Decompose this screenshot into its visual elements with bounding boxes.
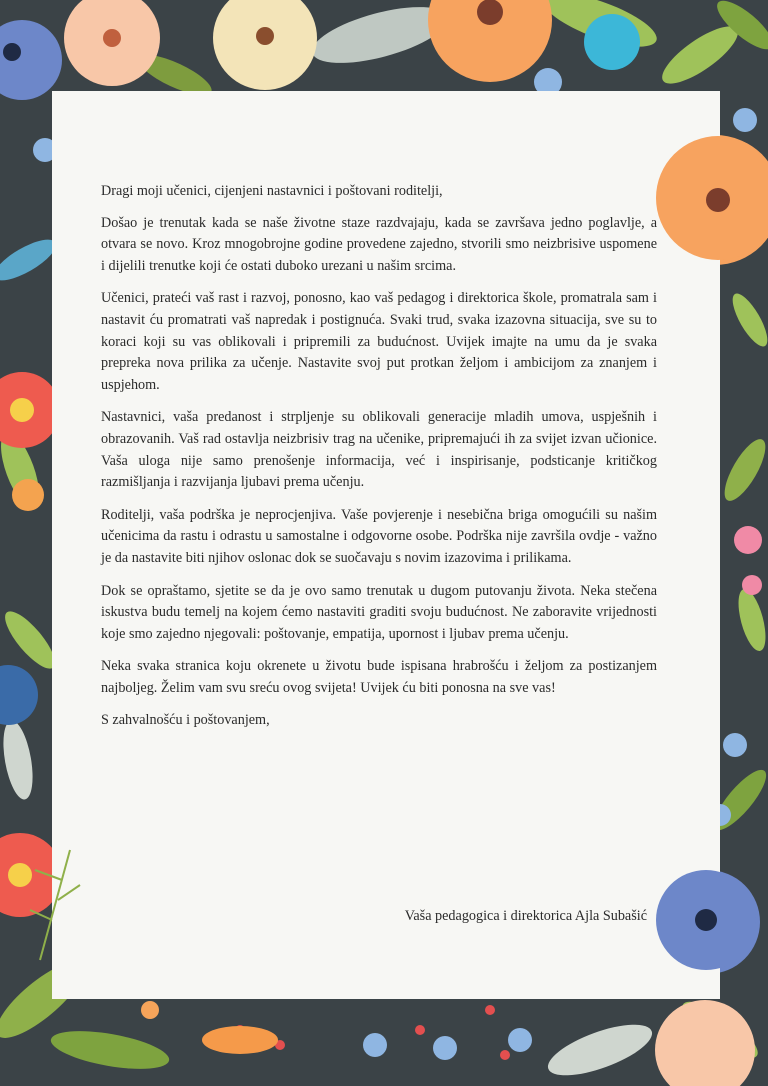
- flower-peach-top-icon: [64, 0, 160, 86]
- flower-teal-topright-icon: [584, 14, 640, 70]
- letter-greeting: Dragi moji učenici, cijenjeni nastavnici i poštovani roditelji,: [101, 183, 443, 199]
- letter-body: [101, 181, 657, 743]
- flower-orange-top-icon: [428, 0, 552, 82]
- flower-blue-overlap-icon: [656, 870, 756, 970]
- flower-red-left-icon: [0, 372, 60, 448]
- flower-cream-top-icon: [213, 0, 317, 90]
- letter-paragraph: Dok se opraštamo, sjetite se da je ovo samo trenutak u dugom putovanju života. Neka stečena iskustva budu temelj na kojem ćemo nastaviti graditi svoju budućnost. Ne zaboravite vrijednosti koje smo zajedno njegovali: poštovanje, empatija, upornost i ljubav prema učenju.: [101, 582, 657, 642]
- flower-orange-left-icon: [12, 479, 44, 511]
- bird-bottom-icon: [202, 1026, 278, 1054]
- flower-pink-right-icon: [734, 526, 762, 595]
- letter-signature: Vaša pedagogica i direktorica Ajla Subašić: [404, 908, 647, 924]
- letter-paragraph: Roditelji, vaša podrška je neprocjenjiva. Vaše povjerenje i nesebična briga omogućili su našim učenicima da rastu i odrastu u samostalne i odgovorne osobe. Podrška nije završila ovdje - važno je da nastavite biti njihov oslonac dok se suočavaju s novim izazovima i prilikama.: [101, 506, 657, 566]
- letter-paragraph: Neka svaka stranica koju okrenete u životu bude ispisana hrabrošću i željom za postizanjem najboljeg. Želim vam svu sreću ovog svijeta! Uvijek ću biti ponosna na sve vas!: [101, 658, 657, 696]
- flower-blue-topleft-icon: [0, 20, 62, 100]
- letter-paragraph: Došao je trenutak kada se naše životne staze razdvajaju, kada se završava jedno poglavlje, a otvara se novo. Kroz mnogobrojne godine provedene zajedno, stvorili smo neizbrisive uspomene i dijelili trenutke koji će ostati duboko urezani u našim srcima.: [101, 214, 657, 274]
- flower-blue-left-icon: [0, 665, 38, 725]
- letter-paragraph: Nastavnici, vaša predanost i strpljenje su oblikovali generacije mladih umova, uspješnih i obrazovanih. Vaš rad ostavlja neizbrisiv trag na učenike, pripremajući ih za svijet izvan učionice. Vaša uloga nije samo prenošenje informacija, već i inspirisanje, podsticanje kritičkog razmišljanja i razvijanja ljubavi prema učenju.: [101, 409, 657, 491]
- flower-peach-bottomright-icon: [655, 1000, 755, 1086]
- letter-paragraph: Učenici, prateći vaš rast i razvoj, ponosno, kao vaš pedagog i direktorica škole, promatrala sam i nastavit ću promatrati vaš napredak i postignuća. Svaki trud, svaka izazovna situacija, sve su to koraci koji su vas oblikovali i pripremili za budućnost. Uvijek imajte na umu da je svaka prepreka nova prilika za učenje. Nastavite svoj put protkan željom i ambicijom za znanjem i uspjehom.: [101, 290, 657, 393]
- letter-closing: S zahvalnošću i poštovanjem,: [101, 712, 270, 729]
